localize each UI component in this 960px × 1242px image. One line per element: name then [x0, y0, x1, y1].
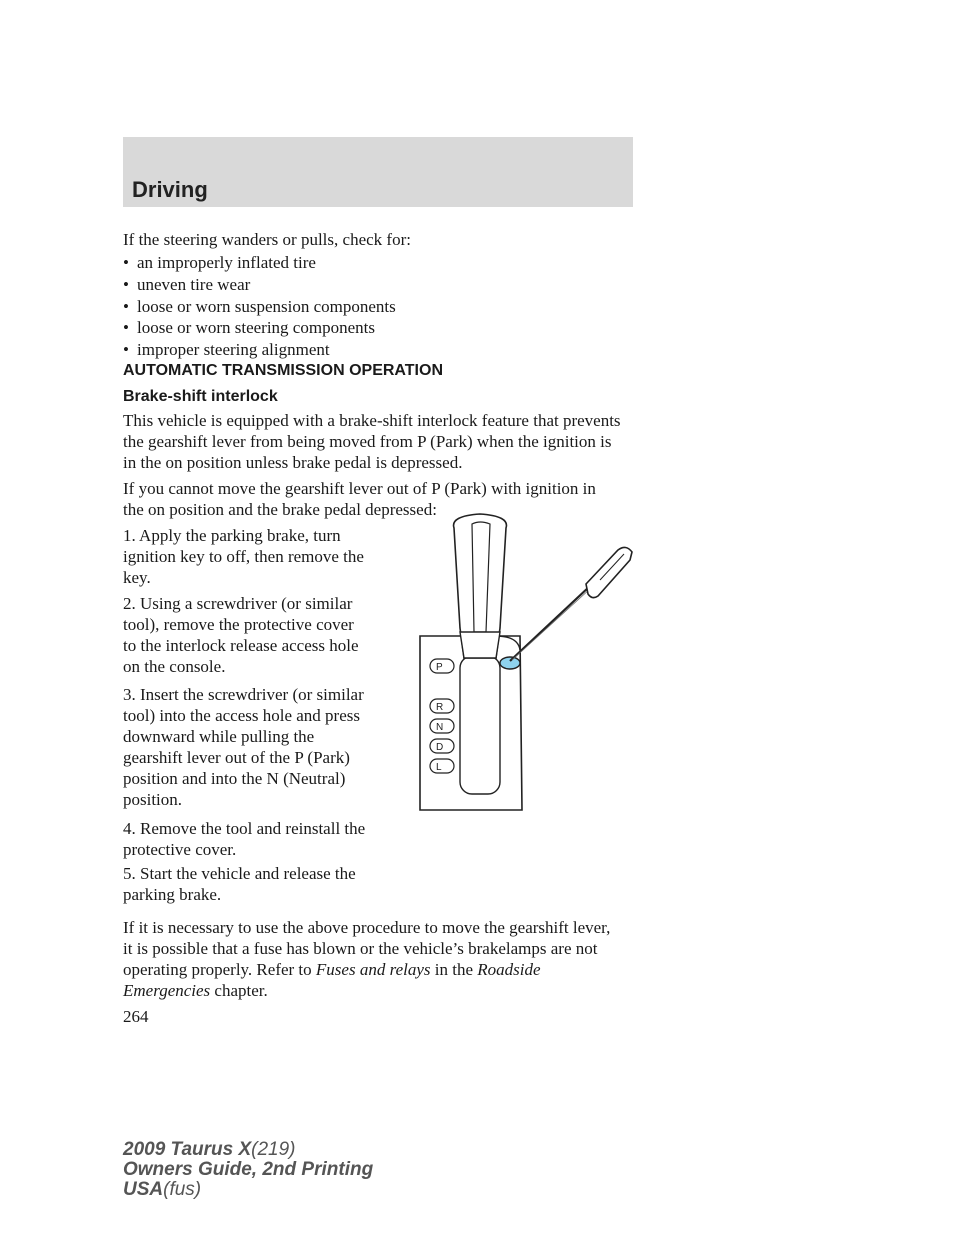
bullet-icon: •	[123, 297, 129, 316]
gear-label-l: L	[436, 762, 442, 773]
list-item: • loose or worn suspension components	[123, 297, 396, 316]
gear-label-p: P	[436, 662, 443, 673]
gear-label-r: R	[436, 702, 444, 713]
screwdriver-handle-icon	[586, 547, 632, 597]
page-number: 264	[123, 1007, 149, 1026]
link-fuses-and-relays: Fuses and relays	[315, 960, 431, 979]
access-hole-icon	[500, 657, 520, 669]
shifter-boot	[460, 632, 500, 658]
subsection-heading: Brake-shift interlock	[123, 388, 278, 405]
screwdriver-shaft-shade	[512, 588, 591, 660]
procedure-step: 5. Start the vehicle and release the parking brake.	[123, 864, 356, 904]
closing-paragraph: If it is necessary to use the above procedure to move the gearshift lever, it is possible that a fuse has blown or the vehicle’s brakelamps are not operating properly. Refer to Fuses and relays in the Roadside Emergencies chapter.	[123, 918, 611, 1000]
gearshift-illustration	[410, 508, 640, 818]
gear-label-box-l	[430, 759, 454, 773]
section-heading: AUTOMATIC TRANSMISSION OPERATION	[123, 362, 443, 379]
bullet-icon: •	[123, 340, 129, 359]
gear-label-n: N	[436, 722, 444, 733]
bullet-icon: •	[123, 275, 129, 294]
screwdriver-shaft	[510, 586, 590, 661]
procedure-step: 2. Using a screwdriver (or similar tool), remove the protective cover to the interlock release access hole on the console.	[123, 594, 359, 676]
bullet-icon: •	[123, 253, 129, 272]
gear-label-d: D	[436, 742, 444, 753]
paragraph-cannot-move: If you cannot move the gearshift lever out of P (Park) with ignition in the on position and the brake pedal depressed:	[123, 479, 596, 519]
list-item: • loose or worn steering components	[123, 318, 375, 337]
steering-intro: If the steering wanders or pulls, check for:	[123, 230, 411, 249]
document-footer: 2009 Taurus X(219) Owners Guide, 2nd Printing USA(fus)	[123, 1139, 374, 1200]
list-item: • uneven tire wear	[123, 275, 251, 294]
gate-channel	[460, 656, 500, 794]
list-item: • improper steering alignment	[123, 340, 330, 359]
procedure-step: 3. Insert the screwdriver (or similar tool) into the access hole and press downward while pulling the gearshift lever out of the P (Park) position and into the N (Neutral) position.	[123, 685, 364, 809]
paragraph-interlock: This vehicle is equipped with a brake-shift interlock feature that prevents the gearshift lever from being moved from P (Park) when the ignition is in the on position unless brake pedal is depressed.	[123, 411, 621, 472]
list-item: • an improperly inflated tire	[123, 253, 316, 272]
link-emergencies: Emergencies	[123, 981, 211, 1000]
bullet-icon: •	[123, 318, 129, 337]
section-title: Driving	[132, 177, 208, 202]
procedure-step: 1. Apply the parking brake, turn ignition key to off, then remove the key.	[123, 526, 364, 587]
procedure-step: 4. Remove the tool and reinstall the protective cover.	[123, 819, 366, 859]
link-roadside: Roadside	[477, 960, 541, 979]
